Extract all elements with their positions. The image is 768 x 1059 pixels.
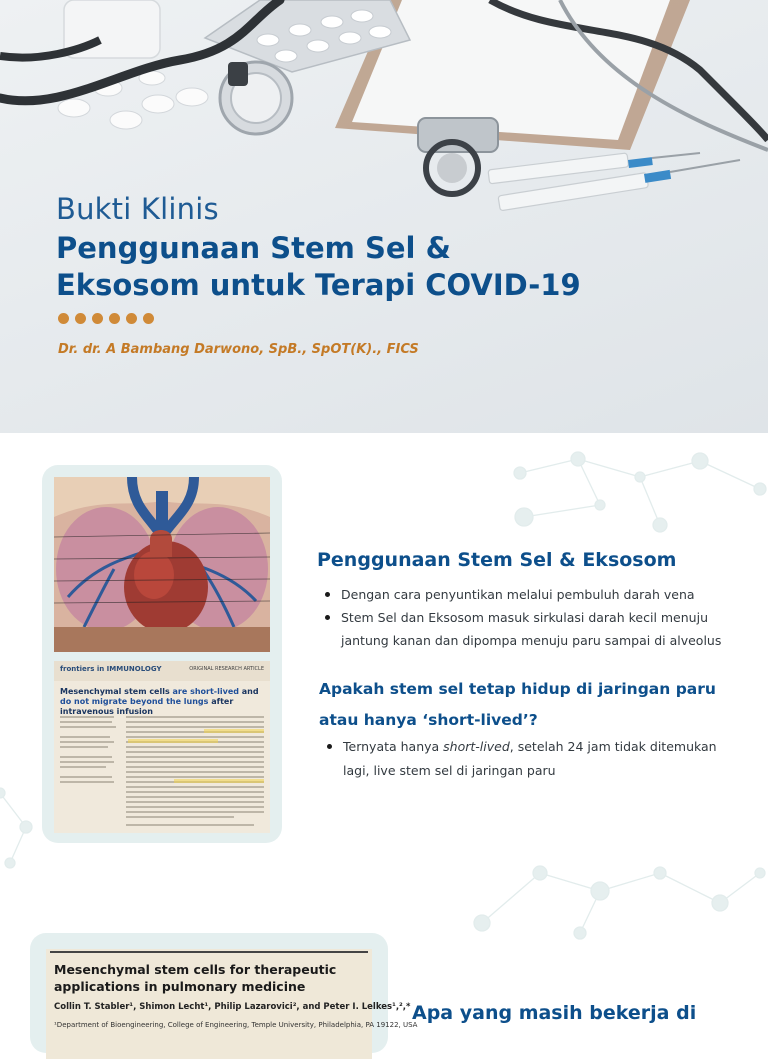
content-section: [0, 433, 768, 1029]
list-item: Dengan cara penyuntikan melalui pembuluh darah vena: [322, 583, 722, 606]
dot: [58, 313, 69, 324]
hero-banner: [0, 0, 768, 433]
title-part: are short-lived: [172, 687, 239, 696]
dot: [109, 313, 120, 324]
dot: [75, 313, 86, 324]
section-heading-usage: Penggunaan Stem Sel & Eksosom: [317, 549, 677, 571]
hero-kicker: Bukti Klinis: [56, 192, 219, 226]
divider: [50, 951, 368, 953]
page-title-line-1: Penggunaan Stem Sel &: [56, 231, 451, 265]
answer-bullet-list: [324, 735, 724, 783]
journal-article-image-1: [54, 661, 270, 833]
title-part: do not migrate beyond the lungs: [60, 697, 209, 706]
answer-text: Ternyata hanya: [343, 739, 444, 754]
journal-article-image-2: [46, 949, 418, 1059]
page-title: [56, 230, 581, 304]
usage-bullet-list: [322, 583, 722, 652]
answer-emphasis: short-lived: [443, 739, 510, 754]
page-title-line-2: Eksosom untuk Terapi COVID-19: [56, 268, 581, 302]
article-text-lines: [54, 661, 270, 833]
answer-text: , setelah 24 jam tidak ditemukan lagi, live stem sel di jaringan paru: [343, 739, 717, 778]
question-heading: Apakah stem sel tetap hidup di jaringan paru atau hanya ‘short-lived’?: [319, 680, 716, 729]
article-authors: Collin T. Stabler¹, Shimon Lecht¹, Philip Lazarovici², and Peter I. Lelkes¹,²,*: [54, 1002, 411, 1012]
heart-lungs-illustration: [54, 477, 270, 652]
article-type: ORIGINAL RESEARCH ARTICLE: [189, 666, 264, 672]
article-title: Mesenchymal stem cells for therapeutic applications in pulmonary medicine: [54, 962, 337, 994]
dot: [92, 313, 103, 324]
title-part: after intravenous infusion: [60, 697, 234, 716]
image-card: [30, 933, 418, 1053]
section-heading-working: Apa yang masih bekerja di: [412, 1002, 697, 1024]
title-part: Mesenchymal stem cells: [60, 687, 173, 696]
list-item: [324, 735, 724, 783]
author-name: Dr. dr. A Bambang Darwono, SpB., SpOT(K)., FICS: [58, 342, 419, 357]
journal-logo: frontiers in IMMUNOLOGY: [60, 665, 162, 673]
decorative-dots: [58, 313, 154, 324]
list-item: Stem Sel dan Eksosom masuk sirkulasi darah kecil menuju jantung kanan dan dipompa menuju paru sampai di alveolus: [322, 606, 722, 652]
dot: [126, 313, 137, 324]
title-part: and: [238, 687, 259, 696]
article-affiliation: ¹Department of Bioengineering, College of Engineering, Temple University, Philadelphia, PA 19122, USA: [54, 1021, 418, 1029]
image-card: [42, 465, 282, 843]
dot: [143, 313, 154, 324]
